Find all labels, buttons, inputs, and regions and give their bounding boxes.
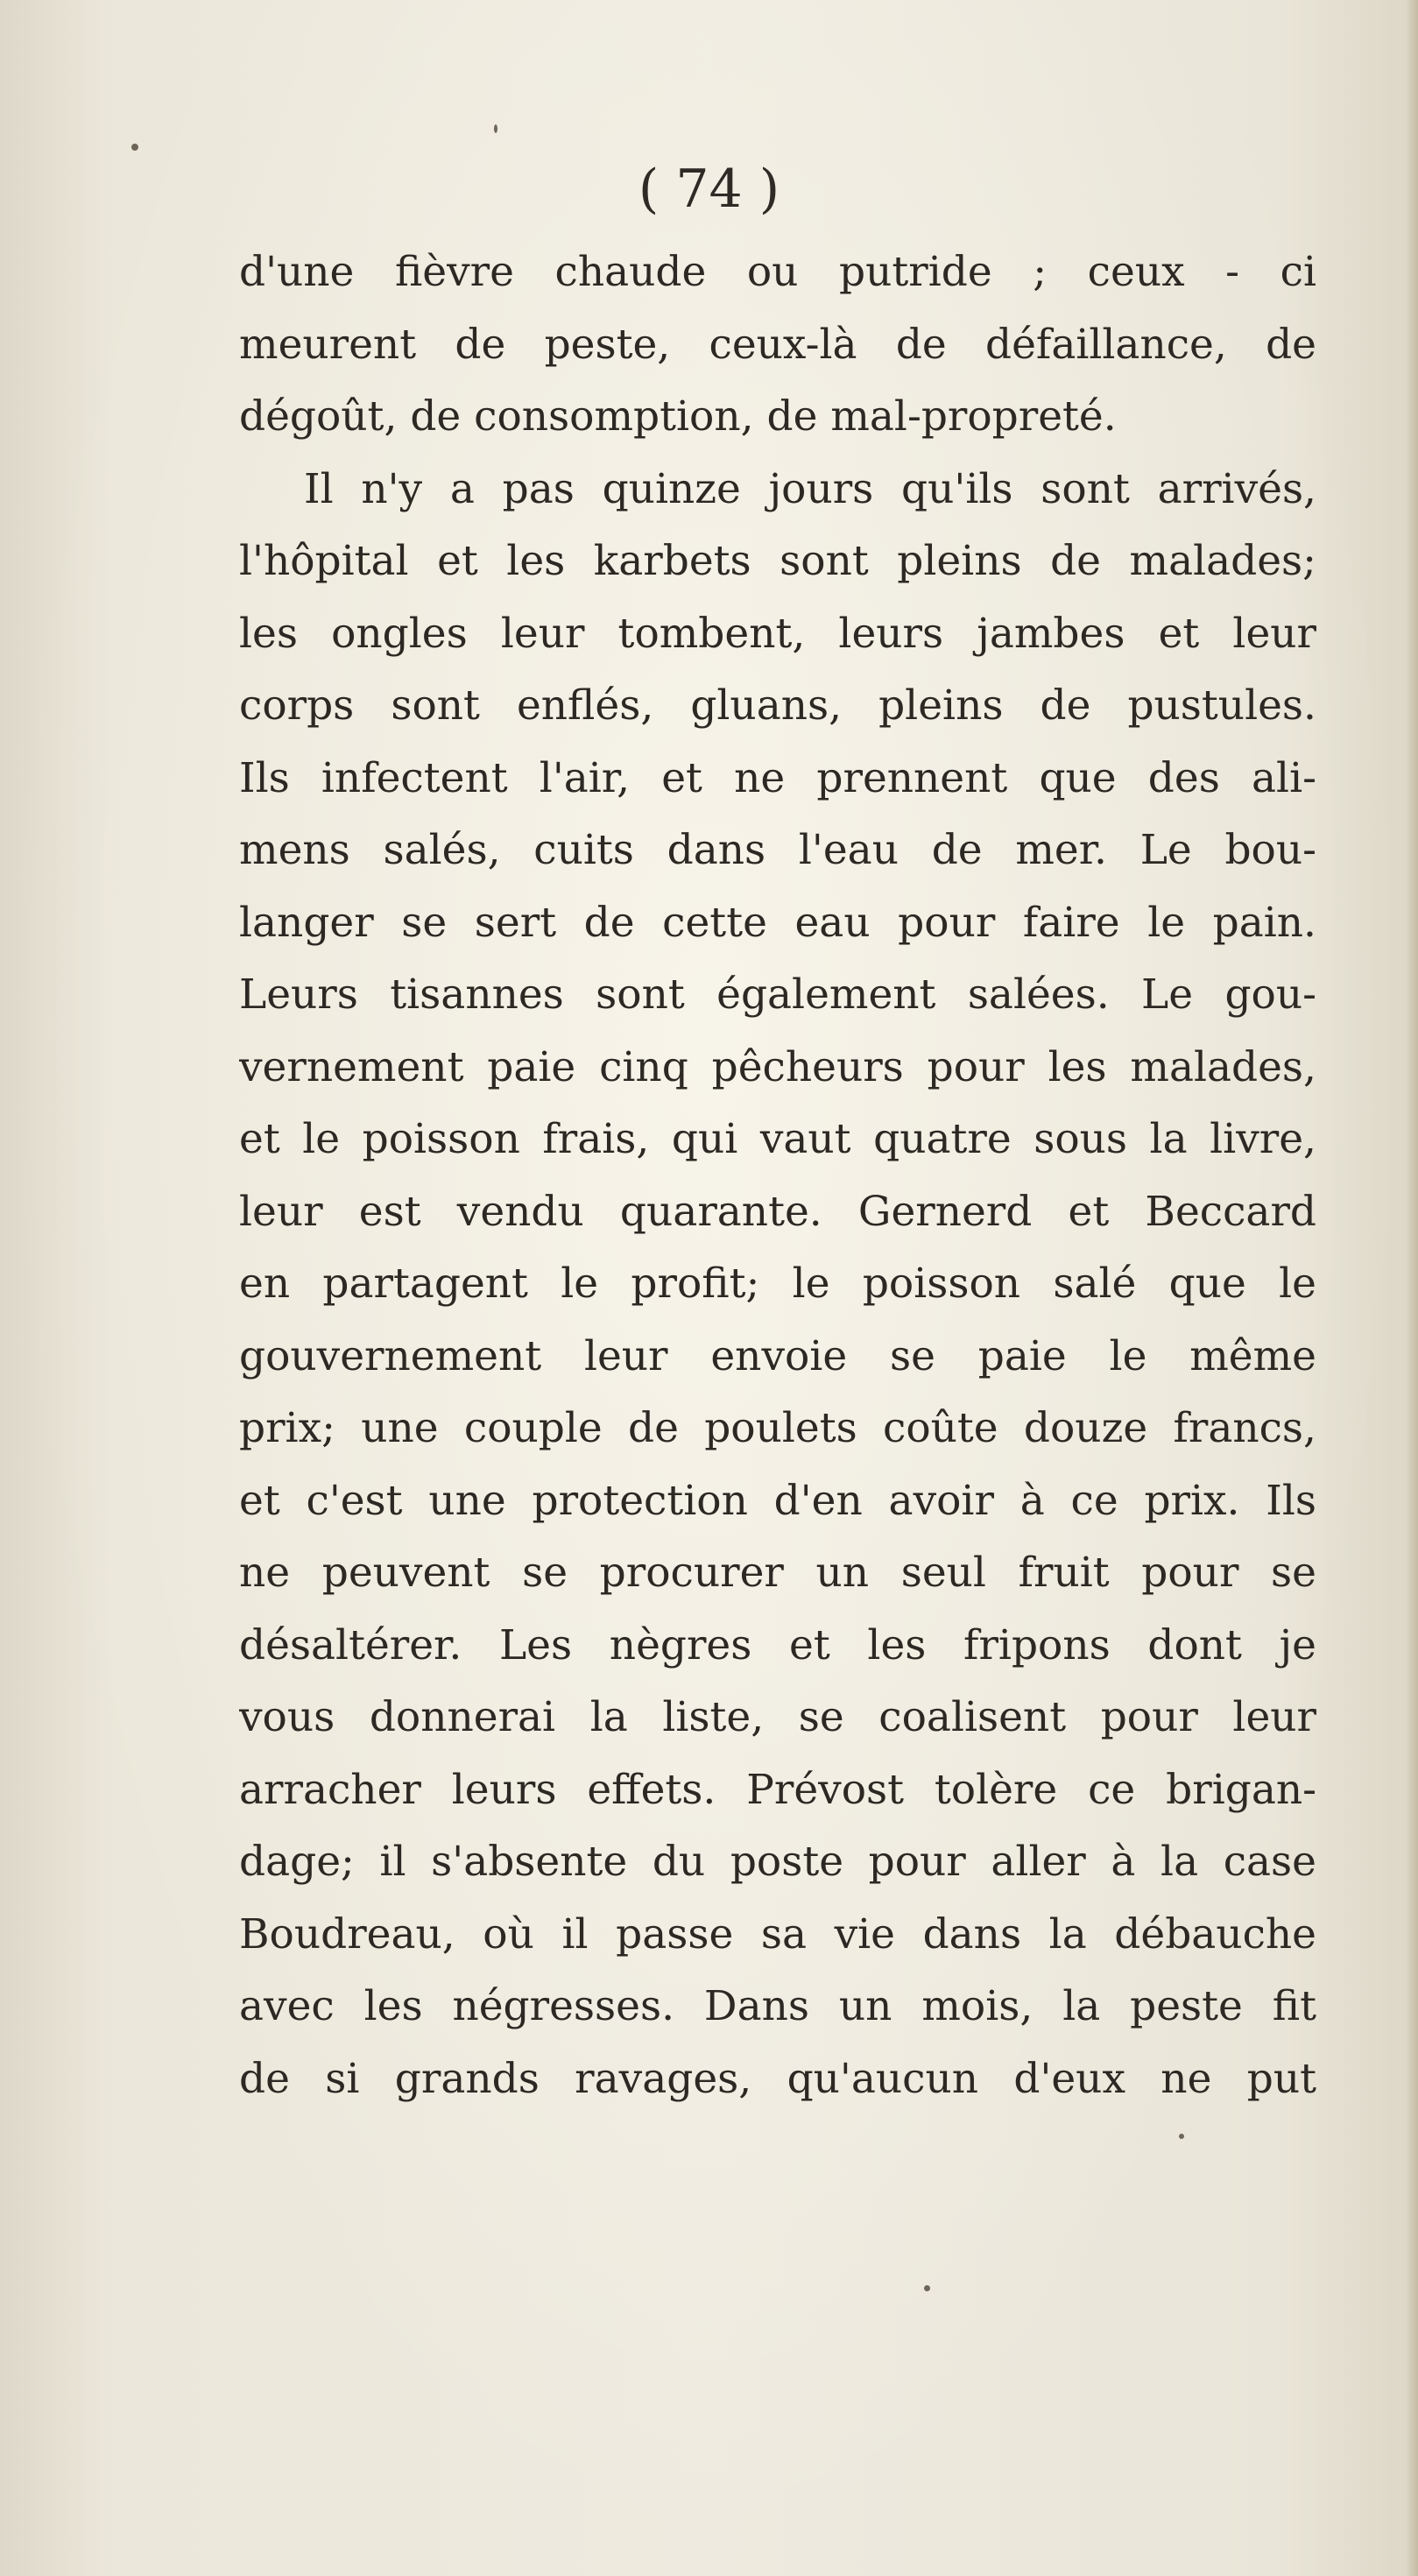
body-text	[239, 236, 1316, 2115]
text-line: désaltérer. Les nègres et les fripons dont je	[239, 1620, 1316, 1669]
text-line: en partagent le profit; le poisson salé que le	[239, 1260, 1316, 1308]
text-line: vernement paie cinq pêcheurs pour les malades,	[239, 1042, 1316, 1091]
text-line: Ils infectent l'air, et ne prennent que des ali-	[239, 753, 1316, 802]
text-line: dégoût, de consomption, de mal-propreté.	[239, 392, 1117, 441]
text-line: et c'est une protection d'en avoir à ce prix. Ils	[239, 1476, 1316, 1525]
text-line: meurent de peste, ceux-là de défaillance, de	[239, 320, 1316, 369]
text-line: mens salés, cuits dans l'eau de mer. Le bou-	[239, 826, 1316, 874]
text-line: prix; une couple de poulets coûte douze francs,	[239, 1404, 1316, 1452]
text-line: vous donnerai la liste, se coalisent pour leur	[239, 1693, 1316, 1741]
text-line: langer se sert de cette eau pour faire le pain.	[239, 898, 1316, 947]
text-line: Leurs tisannes sont également salées. Le gou-	[239, 970, 1316, 1019]
text-line: arracher leurs effets. Prévost tolère ce brigan-	[239, 1765, 1316, 1814]
ink-speck	[494, 124, 497, 133]
text-line: d'une fièvre chaude ou putride ; ceux - ci	[239, 248, 1316, 296]
text-line: dage; il s'absente du poste pour aller à la case	[239, 1838, 1316, 1886]
text-line: ne peuvent se procurer un seul fruit pour se	[239, 1549, 1316, 1597]
paragraph-first-line: Il n'y a pas quinze jours qu'ils sont arrivés,	[304, 464, 1316, 513]
ink-speck	[131, 144, 138, 151]
text-line: leur est vendu quarante. Gernerd et Beccard	[239, 1187, 1316, 1236]
text-line: de si grands ravages, qu'aucun d'eux ne put	[239, 2054, 1316, 2103]
text-line: corps sont enflés, gluans, pleins de pustules.	[239, 681, 1316, 730]
page-edge-shadow	[1406, 0, 1418, 2576]
page-number: ( 74 )	[638, 159, 780, 220]
text-line: Boudreau, où il passe sa vie dans la débauche	[239, 1909, 1316, 1958]
text-line: l'hôpital et les karbets sont pleins de malades;	[239, 537, 1316, 585]
text-line: avec les négresses. Dans un mois, la peste fit	[239, 1982, 1316, 2030]
ink-speck	[924, 2285, 930, 2291]
text-line: gouvernement leur envoie se paie le même	[239, 1331, 1316, 1380]
text-line: et le poisson frais, qui vaut quatre sous la livre,	[239, 1115, 1316, 1163]
ink-speck	[1179, 2134, 1184, 2139]
text-line: les ongles leur tombent, leurs jambes et leur	[239, 609, 1316, 658]
